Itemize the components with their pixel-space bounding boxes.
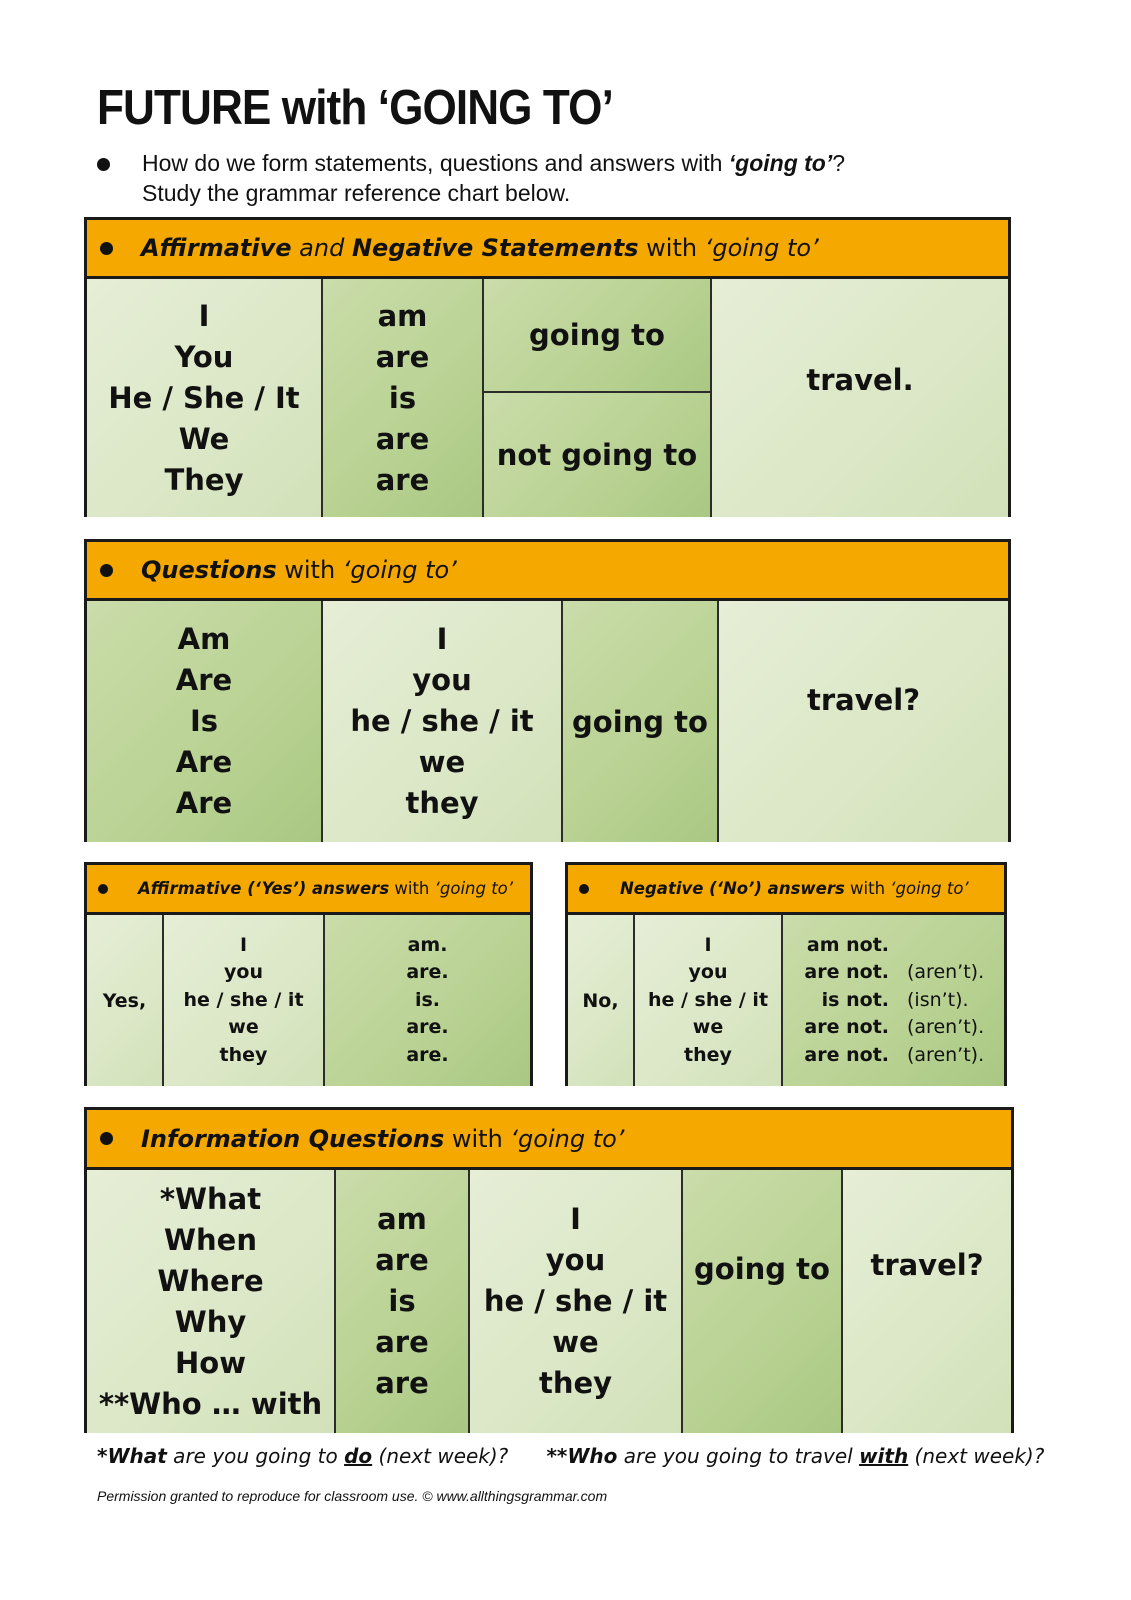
header-with: with [844, 879, 891, 898]
page-title: FUTURE with ‘GOING TO’ [97, 81, 613, 135]
be-verb: is [388, 1284, 416, 1318]
subject: you [412, 663, 472, 697]
header-info-questions: Information Questions [141, 1124, 445, 1153]
footnote-text: are you going to travel [617, 1444, 860, 1468]
footnote-text: are you going to [166, 1444, 345, 1468]
subject: you [688, 961, 728, 984]
subject: I [239, 933, 248, 956]
header-with: with [444, 1124, 511, 1153]
subject-column [635, 915, 783, 1086]
negative-verb: am not. [806, 933, 889, 956]
be-verb-column [325, 915, 530, 1086]
subject: We [178, 421, 230, 456]
wh-word-column [87, 1170, 336, 1433]
subject: we [418, 745, 466, 779]
be-verb: am [377, 1202, 427, 1236]
bullet-icon [100, 1132, 113, 1145]
be-verb: is. [414, 988, 441, 1011]
wh-word: Where [157, 1263, 264, 1298]
be-verb: are [375, 421, 430, 456]
negative-verb: are not. [804, 1016, 889, 1039]
auxiliary: Are [175, 663, 233, 697]
subject-column [323, 601, 563, 842]
header-going-to: ‘going to’ [510, 1124, 625, 1153]
intro-emphasis: ‘going to’ [728, 150, 833, 176]
be-verb: are [375, 339, 430, 374]
wh-word: **Who … with [98, 1386, 323, 1421]
intro-line-1 [142, 150, 845, 177]
subject: we [552, 1325, 599, 1359]
no-answers-table [565, 862, 1007, 1086]
going-to-cell: going to [563, 601, 719, 842]
be-verb: am [377, 298, 428, 333]
subject-column [164, 915, 325, 1086]
negative-row [791, 1042, 1004, 1070]
bullet-icon [100, 242, 113, 255]
header-affirmative: Affirmative [141, 234, 292, 262]
header-negative: Negative Statements [351, 234, 639, 262]
be-verb: is [388, 380, 417, 415]
header-with: with [276, 556, 343, 584]
main-verb-cell: travel? [719, 601, 1008, 842]
bullet-icon [100, 564, 113, 577]
statements-body [87, 279, 1008, 517]
be-verb: are. [406, 1016, 449, 1039]
subject: they [684, 1043, 732, 1066]
be-verb: are. [406, 1043, 449, 1066]
no-cell: No, [568, 915, 635, 1086]
subject: you [224, 961, 263, 984]
header-yes-answers: Affirmative (‘Yes’) answers [138, 879, 390, 898]
be-verb-column [336, 1170, 470, 1433]
no-answers-body [568, 915, 1004, 1086]
intro-text: How do we form statements, questions and answers with [142, 150, 729, 176]
info-questions-table [84, 1107, 1014, 1433]
header-and: and [291, 234, 352, 262]
subject: we [228, 1016, 259, 1039]
auxiliary: Is [189, 704, 219, 738]
info-questions-body [87, 1170, 1011, 1433]
contraction: (aren’t). [907, 1043, 985, 1066]
footnote-text: (next week)? [372, 1444, 547, 1468]
header-with: with [638, 234, 705, 262]
negative-verb: are not. [804, 961, 889, 984]
subject: you [545, 1243, 606, 1277]
footnote-what: *What [97, 1444, 167, 1468]
be-verb: are [375, 1325, 429, 1359]
subject: they [219, 1043, 268, 1066]
be-verb: are [375, 1243, 429, 1277]
questions-header [87, 542, 1008, 601]
negative-row [791, 959, 1004, 987]
yes-cell: Yes, [87, 915, 164, 1086]
subject-column [87, 279, 323, 517]
subject: he / she / it [647, 988, 769, 1011]
subject: he / she / it [350, 704, 534, 738]
wh-word: How [175, 1345, 246, 1380]
subject: I [570, 1202, 581, 1236]
main-verb-cell: travel? [843, 1170, 1011, 1433]
intro-line-2: Study the grammar reference chart below. [142, 180, 571, 206]
wh-word: Why [174, 1304, 247, 1339]
wh-word: *What [159, 1181, 262, 1216]
be-verb: are [375, 1366, 429, 1400]
negative-verb-column [783, 915, 1004, 1086]
subject: he / she / it [183, 988, 304, 1011]
footnote [97, 1444, 1044, 1468]
wh-word: When [164, 1222, 257, 1257]
statements-header [87, 220, 1008, 279]
negative-verb: is not. [821, 988, 889, 1011]
yes-answers-table [84, 862, 533, 1086]
auxiliary: Are [175, 745, 233, 779]
footnote-who: **Who [546, 1444, 618, 1468]
footnote-with: with [859, 1444, 909, 1468]
yes-answers-body [87, 915, 530, 1086]
subject: he / she / it [483, 1284, 668, 1318]
negative-verb: are not. [804, 1043, 889, 1066]
bullet-icon [97, 158, 110, 171]
questions-body [87, 601, 1008, 842]
main-verb-cell: travel. [712, 279, 1008, 517]
header-questions: Questions [141, 556, 277, 584]
going-to-column [484, 279, 712, 517]
be-verb-column [323, 279, 484, 517]
be-verb: am. [407, 933, 448, 956]
contraction: (isn’t). [907, 988, 969, 1011]
going-to-cell: going to [484, 279, 710, 393]
footnote-text: (next week)? [908, 1444, 1045, 1468]
header-no-answers: Negative (‘No’) answers [620, 879, 845, 898]
bullet-icon [579, 884, 589, 894]
subject: I [436, 622, 448, 656]
header-going-to: ‘going to’ [434, 879, 514, 898]
subject-column [470, 1170, 683, 1433]
contraction: (aren’t). [907, 961, 985, 984]
header-going-to: ‘going to’ [342, 556, 457, 584]
statements-table [84, 217, 1011, 517]
header-going-to: ‘going to’ [704, 234, 819, 262]
auxiliary-column [87, 601, 323, 842]
going-to-cell: going to [683, 1170, 843, 1433]
subject: He / She / It [108, 380, 300, 415]
subject: they [538, 1366, 613, 1400]
contraction: (aren’t). [907, 1016, 985, 1039]
bullet-icon [98, 884, 108, 894]
contraction [889, 932, 907, 960]
subject: I [704, 933, 712, 956]
negative-row [791, 1014, 1004, 1042]
not-going-to-cell: not going to [484, 393, 710, 517]
be-verb: are. [406, 961, 449, 984]
negative-row [791, 987, 1004, 1015]
footnote-do: do [344, 1444, 373, 1468]
header-with: with [389, 879, 435, 898]
subject: they [405, 786, 479, 820]
negative-row [791, 932, 1004, 960]
intro-question-mark: ? [832, 150, 846, 176]
auxiliary: Are [175, 786, 233, 820]
permission-notice: Permission granted to reproduce for classroom use. © www.allthingsgrammar.com [97, 1488, 608, 1504]
questions-table [84, 539, 1011, 842]
subject: They [164, 462, 244, 497]
subject: You [174, 339, 234, 374]
yes-answers-header [87, 865, 530, 915]
header-going-to: ‘going to’ [890, 879, 969, 898]
subject: I [198, 298, 210, 333]
no-answers-header [568, 865, 1004, 915]
subject: we [692, 1016, 724, 1039]
auxiliary: Am [177, 622, 231, 656]
be-verb: are [375, 462, 430, 497]
info-questions-header [87, 1110, 1011, 1170]
